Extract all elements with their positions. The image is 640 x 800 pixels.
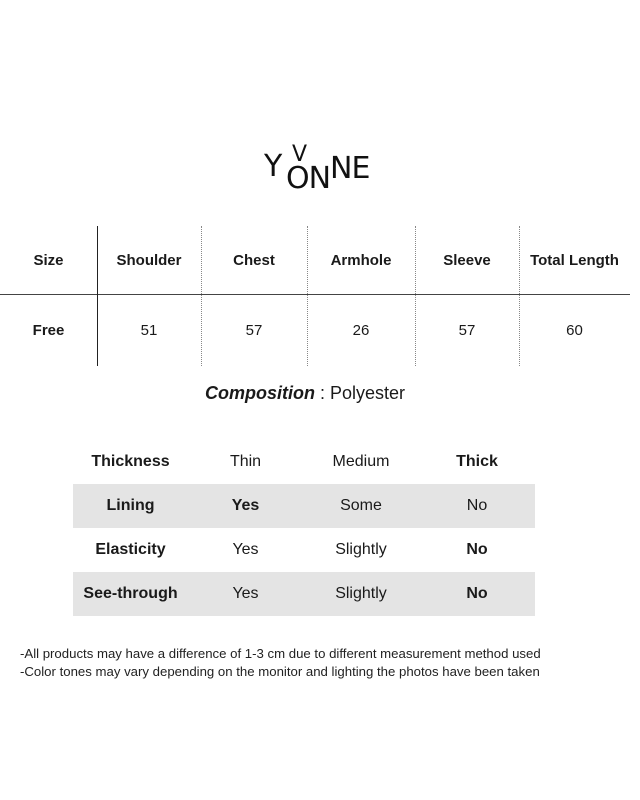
- cell-sleeve: 57: [458, 321, 476, 339]
- cell-total-length: 60: [566, 321, 583, 339]
- composition-line: [0, 383, 610, 404]
- column-divider: [415, 226, 416, 366]
- fabric-option-selected: No: [466, 541, 488, 558]
- header-size: Size: [33, 251, 64, 269]
- fabric-option: Slightly: [335, 585, 387, 602]
- composition-label: Composition: [204, 383, 315, 403]
- column-divider: [519, 226, 520, 366]
- logo-letters-on: ON: [286, 161, 331, 196]
- column-divider: [97, 226, 98, 366]
- fabric-row-thickness: [73, 440, 535, 484]
- fabric-table: [73, 440, 535, 616]
- header-sleeve: Sleeve: [443, 251, 491, 269]
- cell-chest: 57: [245, 321, 263, 339]
- fabric-row-lining: [73, 484, 535, 528]
- fabric-label: Elasticity: [95, 541, 166, 558]
- brand-logo: [258, 142, 370, 202]
- composition-separator: :: [314, 383, 330, 403]
- fabric-option: Medium: [332, 453, 390, 470]
- fabric-label: Thickness: [91, 453, 170, 470]
- header-total-length: Total Length: [530, 251, 619, 269]
- fabric-label: Lining: [106, 497, 155, 514]
- fabric-row-see-through: [73, 572, 535, 616]
- note-measurement: -All products may have a difference of 1-3 cm due to different measurement method used: [20, 646, 541, 661]
- fabric-option-selected: Yes: [231, 497, 260, 514]
- fabric-option-selected: No: [466, 585, 488, 602]
- size-table-header-row: [0, 226, 630, 294]
- fabric-option: Slightly: [335, 541, 387, 558]
- size-table-row: [0, 294, 630, 366]
- cell-size: Free: [32, 321, 65, 339]
- header-armhole: Armhole: [330, 251, 392, 269]
- fabric-option: Yes: [232, 585, 259, 602]
- cell-armhole: 26: [352, 321, 370, 339]
- fabric-row-elasticity: [73, 528, 535, 572]
- fabric-option: Thin: [229, 453, 262, 470]
- header-chest: Chest: [233, 251, 275, 269]
- column-divider: [201, 226, 202, 366]
- disclaimer-notes: [20, 645, 630, 681]
- fabric-option: No: [466, 497, 488, 514]
- composition-value: Polyester: [329, 383, 406, 403]
- size-table: [0, 226, 630, 366]
- cell-shoulder: 51: [140, 321, 158, 339]
- fabric-option: Yes: [232, 541, 259, 558]
- logo-letters-ne: NE: [330, 151, 370, 186]
- header-shoulder: Shoulder: [116, 251, 182, 269]
- logo-letter-y: Y: [264, 149, 282, 184]
- fabric-label: See-through: [83, 585, 178, 602]
- column-divider: [307, 226, 308, 366]
- logo-letter-v: V: [292, 142, 307, 167]
- fabric-option: Some: [340, 497, 382, 514]
- fabric-option-selected: Thick: [456, 453, 498, 470]
- note-color: -Color tones may vary depending on the monitor and lighting the photos have been taken: [20, 664, 540, 679]
